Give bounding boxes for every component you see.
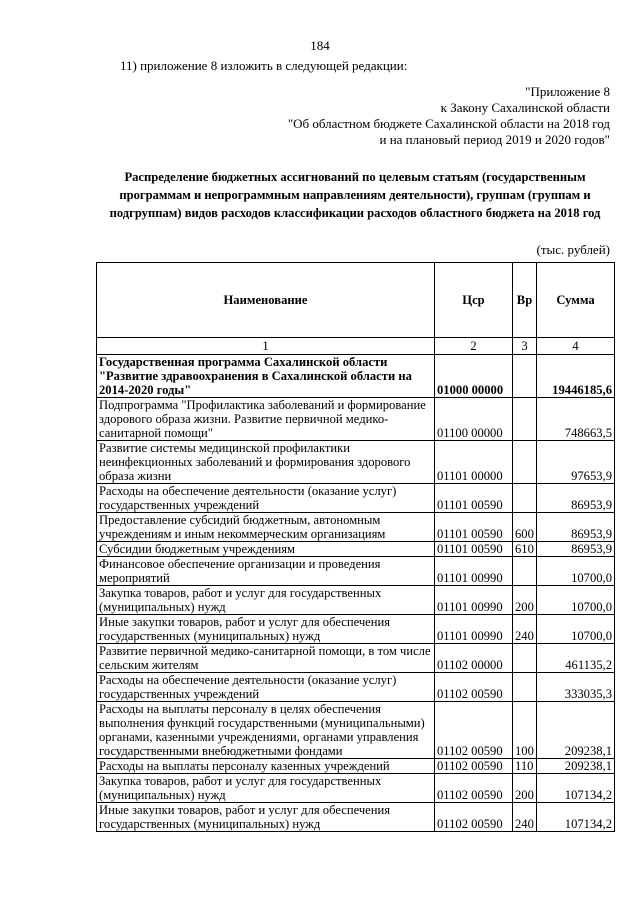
page-number: 184 — [310, 38, 330, 53]
row-csr: 01102 00590 — [435, 759, 513, 774]
row-sum: 107134,2 — [537, 803, 615, 832]
row-vr: 200 — [513, 586, 537, 615]
row-sum: 10700,0 — [537, 615, 615, 644]
row-name: Развитие первичной медико-санитарной помощи, в том числе сельским жителям — [97, 644, 435, 673]
column-number-row — [97, 338, 615, 355]
row-name: Закупка товаров, работ и услуг для государственных (муниципальных) нужд — [97, 586, 435, 615]
row-sum: 333035,3 — [537, 673, 615, 702]
table-row — [97, 673, 615, 702]
header-vr: Вр — [513, 263, 537, 338]
row-vr: 610 — [513, 542, 537, 557]
row-csr: 01102 00590 — [435, 803, 513, 832]
row-csr: 01102 00590 — [435, 702, 513, 759]
row-name: Расходы на обеспечение деятельности (оказание услуг) государственных учреждений — [97, 673, 435, 702]
row-sum: 10700,0 — [537, 557, 615, 586]
budget-table — [96, 262, 615, 832]
annex-header — [288, 84, 610, 148]
row-csr: 01101 00990 — [435, 557, 513, 586]
row-csr: 01101 00590 — [435, 513, 513, 542]
table-row — [97, 615, 615, 644]
table-row — [97, 355, 615, 398]
row-name: Государственная программа Сахалинской области "Развитие здравоохранения в Сахалинской области на 2014-2020 годы" — [97, 355, 435, 398]
row-sum: 209238,1 — [537, 702, 615, 759]
row-name: Финансовое обеспечение организации и проведения мероприятий — [97, 557, 435, 586]
row-sum: 86953,9 — [537, 542, 615, 557]
row-csr: 01102 00000 — [435, 644, 513, 673]
row-vr: 200 — [513, 774, 537, 803]
row-vr — [513, 644, 537, 673]
row-vr — [513, 557, 537, 586]
row-sum: 86953,9 — [537, 513, 615, 542]
table-row — [97, 759, 615, 774]
row-sum: 86953,9 — [537, 484, 615, 513]
row-name: Иные закупки товаров, работ и услуг для обеспечения государственных (муниципальных) нужд — [97, 615, 435, 644]
row-csr: 01000 00000 — [435, 355, 513, 398]
row-sum: 461135,2 — [537, 644, 615, 673]
annex-line: к Закону Сахалинской области — [440, 100, 610, 115]
row-vr — [513, 673, 537, 702]
header-row — [97, 263, 615, 338]
row-sum: 107134,2 — [537, 774, 615, 803]
row-name: Закупка товаров, работ и услуг для государственных (муниципальных) нужд — [97, 774, 435, 803]
row-vr — [513, 484, 537, 513]
row-name: Расходы на обеспечение деятельности (оказание услуг) государственных учреждений — [97, 484, 435, 513]
header-csr: Цср — [435, 263, 513, 338]
row-vr: 100 — [513, 702, 537, 759]
table-row — [97, 398, 615, 441]
row-csr: 01102 00590 — [435, 673, 513, 702]
row-vr — [513, 398, 537, 441]
row-csr: 01101 00990 — [435, 615, 513, 644]
col-number: 3 — [513, 338, 537, 355]
row-csr: 01101 00590 — [435, 484, 513, 513]
units-label: (тыс. рублей) — [536, 242, 610, 257]
row-csr: 01101 00590 — [435, 542, 513, 557]
table-row — [97, 644, 615, 673]
table-row — [97, 542, 615, 557]
row-sum: 748663,5 — [537, 398, 615, 441]
table-row — [97, 441, 615, 484]
document-title: Распределение бюджетных ассигнований по целевым статьям (государственным программам и непрограммным направлениям деятельности), группам (группам и подгруппам) видов расходов классификации расходов областного бюджета на 2018 год — [109, 170, 601, 220]
row-name: Подпрограмма "Профилактика заболеваний и формирование здорового образа жизни. Развитие первичной медико-санитарной помощи" — [97, 398, 435, 441]
row-sum: 10700,0 — [537, 586, 615, 615]
row-name: Развитие системы медицинской профилактики неинфекционных заболеваний и формирования здорового образа жизни — [97, 441, 435, 484]
row-name: Предоставление субсидий бюджетным, автономным учреждениям и иным некоммерческим организациям — [97, 513, 435, 542]
row-vr: 110 — [513, 759, 537, 774]
row-vr: 240 — [513, 803, 537, 832]
col-number: 1 — [97, 338, 435, 355]
row-csr: 01100 00000 — [435, 398, 513, 441]
annex-line: "Об областном бюджете Сахалинской области на 2018 год — [287, 116, 610, 131]
row-name: Субсидии бюджетным учреждениям — [97, 542, 435, 557]
table-row — [97, 557, 615, 586]
annex-line: и на плановый период 2019 и 2020 годов" — [379, 132, 610, 147]
row-vr: 240 — [513, 615, 537, 644]
row-name: Расходы на выплаты персоналу в целях обеспечения выполнения функций государственными (муниципальными) органами, казенными учреждениями, органами управления государственными внебюджетными фондами — [97, 702, 435, 759]
table-body — [97, 355, 615, 832]
row-sum: 209238,1 — [537, 759, 615, 774]
table-row — [97, 774, 615, 803]
row-name: Иные закупки товаров, работ и услуг для обеспечения государственных (муниципальных) нужд — [97, 803, 435, 832]
col-number: 4 — [537, 338, 615, 355]
table-row — [97, 513, 615, 542]
row-csr: 01101 00000 — [435, 441, 513, 484]
table-row — [97, 484, 615, 513]
row-csr: 01101 00990 — [435, 586, 513, 615]
row-vr: 600 — [513, 513, 537, 542]
header-name: Наименование — [97, 263, 435, 338]
row-name: Расходы на выплаты персоналу казенных учреждений — [97, 759, 435, 774]
row-vr — [513, 441, 537, 484]
annex-line: "Приложение 8 — [525, 84, 610, 99]
table-row — [97, 803, 615, 832]
row-csr: 01102 00590 — [435, 774, 513, 803]
intro-text: 11) приложение 8 изложить в следующей редакции: — [120, 58, 408, 73]
row-sum: 19446185,6 — [537, 355, 615, 398]
table-row — [97, 702, 615, 759]
header-sum: Сумма — [537, 263, 615, 338]
table-row — [97, 586, 615, 615]
col-number: 2 — [435, 338, 513, 355]
row-vr — [513, 355, 537, 398]
row-sum: 97653,9 — [537, 441, 615, 484]
